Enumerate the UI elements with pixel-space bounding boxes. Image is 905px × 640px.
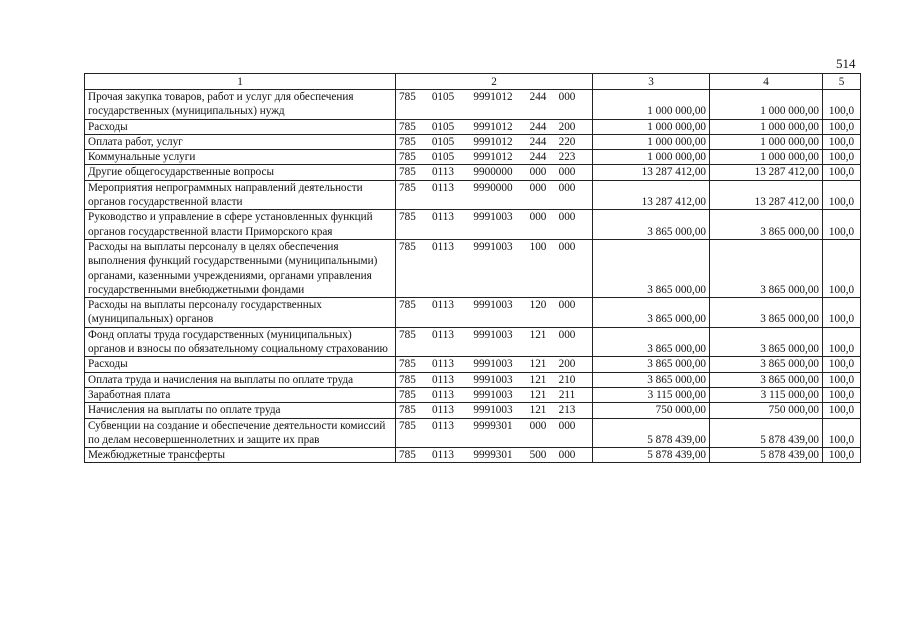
code-value: 0113 [432,419,454,432]
code-value: 223 [558,151,576,164]
header-cell-2: 2 [396,74,593,90]
header-row [85,74,861,90]
code-value: 9991012 [473,120,513,133]
code-value: 121 [529,328,547,341]
code-value: 200 [558,120,576,133]
execution-percent: 100,0 [823,403,861,418]
table-row [85,448,861,463]
table-row [85,418,861,448]
row-codes [396,448,593,463]
row-name: Прочая закупка товаров, работ и услуг для обеспечения государственных (муниципальных) нужд [85,90,396,120]
row-name: Руководство и управление в сфере установленных функций органов государственной власти Приморского края [85,210,396,240]
execution-percent: 100,0 [823,134,861,149]
planned-amount: 3 865 000,00 [593,239,710,297]
row-name: Оплата труда и начисления на выплаты по оплате труда [85,372,396,387]
planned-amount: 3 115 000,00 [593,387,710,402]
code-value: 785 [399,328,416,341]
code-value: 000 [529,419,547,432]
planned-amount: 3 865 000,00 [593,327,710,357]
code-value: 785 [399,120,416,133]
row-codes [396,165,593,180]
executed-amount: 5 878 439,00 [710,418,823,448]
code-value: 0105 [431,151,455,164]
code-value: 9991003 [473,211,513,224]
code-value: 200 [558,358,576,371]
execution-percent: 100,0 [823,357,861,372]
planned-amount: 750 000,00 [593,403,710,418]
executed-amount: 3 865 000,00 [710,298,823,328]
executed-amount: 13 287 412,00 [710,165,823,180]
code-value: 000 [529,211,547,224]
row-codes [396,403,593,418]
row-name: Расходы на выплаты персоналу государственных (муниципальных) органов [85,298,396,328]
code-value: 9991003 [473,240,513,253]
code-value: 0113 [432,299,454,312]
executed-amount: 3 865 000,00 [710,357,823,372]
row-name: Оплата работ, услуг [85,134,396,149]
row-name: Заработная плата [85,387,396,402]
row-codes [396,150,593,165]
table-row [85,150,861,165]
table-row [85,357,861,372]
executed-amount: 750 000,00 [710,403,823,418]
code-value: 000 [558,328,576,341]
code-value: 121 [529,404,547,417]
execution-percent: 100,0 [823,448,861,463]
table-row [85,298,861,328]
budget-table [84,73,861,463]
row-codes [396,327,593,357]
planned-amount: 5 878 439,00 [593,418,710,448]
code-value: 210 [558,373,576,386]
row-name: Расходы [85,357,396,372]
row-name: Начисления на выплаты по оплате труда [85,403,396,418]
table-row [85,90,861,120]
table-row [85,403,861,418]
row-codes [396,357,593,372]
code-value: 0113 [432,211,454,224]
execution-percent: 100,0 [823,119,861,134]
code-value: 244 [529,120,547,133]
code-value: 000 [529,166,547,179]
row-codes [396,90,593,120]
code-value: 000 [558,181,576,194]
code-value: 0113 [432,240,454,253]
code-value: 9991012 [473,91,513,103]
code-value: 9991003 [473,358,513,371]
code-value: 121 [529,373,547,386]
code-value: 000 [558,449,576,462]
executed-amount: 13 287 412,00 [710,180,823,210]
row-codes [396,180,593,210]
execution-percent: 100,0 [823,150,861,165]
planned-amount: 1 000 000,00 [593,134,710,149]
code-value: 9991012 [473,135,513,148]
row-name: Субвенции на создание и обеспечение деятельности комиссий по делам несовершеннолетних и защите их прав [85,418,396,448]
page-number: 514 [836,56,856,71]
row-codes [396,387,593,402]
executed-amount: 3 115 000,00 [710,387,823,402]
code-value: 000 [558,166,576,179]
code-value: 785 [399,449,416,462]
row-codes [396,134,593,149]
executed-amount: 1 000 000,00 [710,134,823,149]
code-value: 0105 [431,135,455,148]
code-value: 213 [558,404,576,417]
row-codes [396,298,593,328]
executed-amount: 1 000 000,00 [710,119,823,134]
table-row [85,327,861,357]
table-row [85,180,861,210]
row-name: Фонд оплаты труда государственных (муниципальных) органов и взносы по обязательному социальному страхованию [85,327,396,357]
planned-amount: 1 000 000,00 [593,90,710,120]
row-name: Межбюджетные трансферты [85,448,396,463]
code-value: 785 [399,181,416,194]
table-row [85,372,861,387]
header-cell-3: 3 [593,74,710,90]
executed-amount: 1 000 000,00 [710,90,823,120]
planned-amount: 1 000 000,00 [593,150,710,165]
code-value: 121 [529,388,547,401]
execution-percent: 100,0 [823,372,861,387]
code-value: 9991012 [473,151,513,164]
code-value: 9991003 [473,299,513,312]
row-codes [396,372,593,387]
header-cell-5: 5 [823,74,861,90]
code-value: 9999301 [473,449,513,462]
execution-percent: 100,0 [823,327,861,357]
row-codes [396,119,593,134]
code-value: 244 [529,135,547,148]
header-cell-4: 4 [710,74,823,90]
code-value: 000 [558,240,576,253]
table-row [85,134,861,149]
execution-percent: 100,0 [823,298,861,328]
code-value: 0113 [432,181,454,194]
code-value: 0113 [432,404,454,417]
code-value: 785 [399,151,416,164]
planned-amount: 5 878 439,00 [593,448,710,463]
code-value: 211 [558,388,576,401]
code-value: 9999301 [473,419,513,432]
execution-percent: 100,0 [823,418,861,448]
code-value: 0105 [431,91,455,103]
planned-amount: 1 000 000,00 [593,119,710,134]
row-name: Другие общегосударственные вопросы [85,165,396,180]
code-value: 0113 [432,388,454,401]
execution-percent: 100,0 [823,239,861,297]
code-value: 0113 [432,449,454,462]
code-value: 000 [558,299,576,312]
code-value: 500 [529,449,547,462]
planned-amount: 13 287 412,00 [593,180,710,210]
code-value: 9990000 [473,181,513,194]
code-value: 9991003 [473,388,513,401]
code-value: 785 [399,91,416,103]
code-value: 0105 [431,120,455,133]
code-value: 785 [399,419,416,432]
code-value: 9991003 [473,328,513,341]
table-row [85,387,861,402]
code-value: 120 [529,299,547,312]
code-value: 0113 [432,328,454,341]
code-value: 785 [399,404,416,417]
table-row [85,165,861,180]
planned-amount: 3 865 000,00 [593,210,710,240]
execution-percent: 100,0 [823,165,861,180]
code-value: 9900000 [473,166,513,179]
code-value: 000 [558,419,576,432]
executed-amount: 3 865 000,00 [710,372,823,387]
row-codes [396,210,593,240]
code-value: 9991003 [473,373,513,386]
code-value: 785 [399,211,416,224]
code-value: 9991003 [473,404,513,417]
code-value: 100 [529,240,547,253]
executed-amount: 5 878 439,00 [710,448,823,463]
code-value: 0113 [432,358,454,371]
row-codes [396,239,593,297]
row-name: Коммунальные услуги [85,150,396,165]
code-value: 0113 [432,373,454,386]
code-value: 785 [399,240,416,253]
code-value: 785 [399,358,416,371]
row-codes [396,418,593,448]
table-row [85,210,861,240]
executed-amount: 3 865 000,00 [710,239,823,297]
execution-percent: 100,0 [823,90,861,120]
code-value: 0113 [432,166,454,179]
code-value: 121 [529,358,547,371]
code-value: 785 [399,388,416,401]
executed-amount: 3 865 000,00 [710,327,823,357]
code-value: 000 [558,91,576,103]
header-cell-1: 1 [85,74,396,90]
row-name: Мероприятия непрограммных направлений деятельности органов государственной власти [85,180,396,210]
code-value: 244 [529,91,547,103]
code-value: 000 [558,211,576,224]
code-value: 244 [529,151,547,164]
execution-percent: 100,0 [823,210,861,240]
code-value: 785 [399,166,416,179]
row-name: Расходы [85,119,396,134]
planned-amount: 3 865 000,00 [593,372,710,387]
code-value: 220 [558,135,576,148]
execution-percent: 100,0 [823,387,861,402]
code-value: 785 [399,373,416,386]
planned-amount: 3 865 000,00 [593,357,710,372]
planned-amount: 3 865 000,00 [593,298,710,328]
planned-amount: 13 287 412,00 [593,165,710,180]
table-body [85,90,861,463]
code-value: 785 [399,299,416,312]
table-row [85,239,861,297]
table-row [85,119,861,134]
executed-amount: 3 865 000,00 [710,210,823,240]
executed-amount: 1 000 000,00 [710,150,823,165]
code-value: 785 [399,135,416,148]
code-value: 000 [529,181,547,194]
row-name: Расходы на выплаты персоналу в целях обеспечения выполнения функций государственными (муниципальными) органами, казенными учреждениями, органами управления государственными внебюджетными фондами [85,239,396,297]
execution-percent: 100,0 [823,180,861,210]
